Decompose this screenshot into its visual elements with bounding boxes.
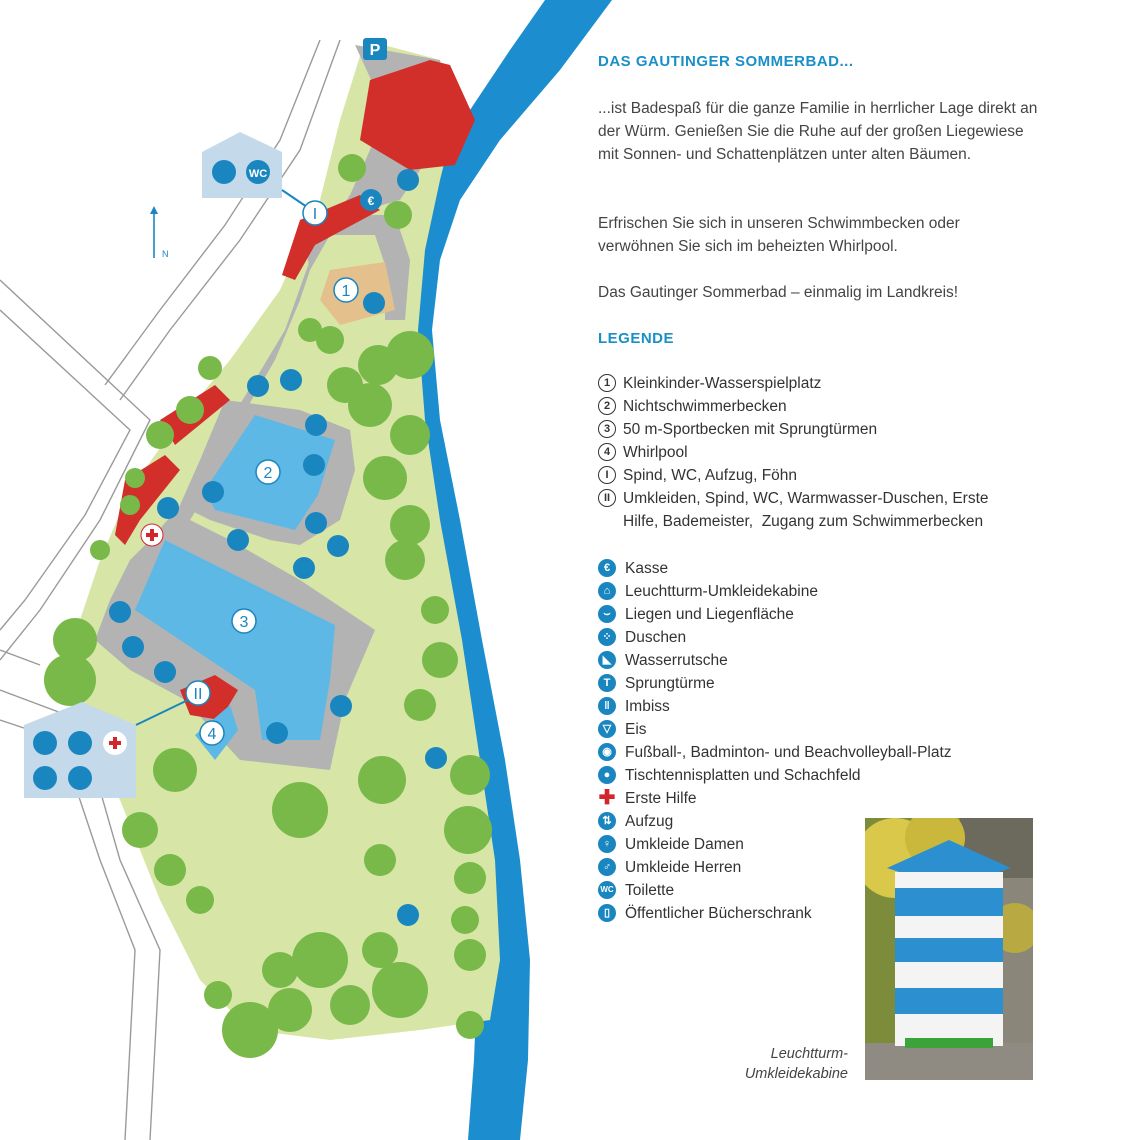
- photo-caption-line: Umkleidekabine: [744, 1066, 848, 1082]
- area-label-I: I: [312, 206, 318, 223]
- page-title: DAS GAUTINGER SOMMERBAD...: [598, 53, 854, 70]
- lighthouse-cabin-icon: [425, 747, 447, 769]
- slide-icon: [202, 481, 224, 503]
- shower-icon: [109, 601, 131, 623]
- intro-paragraph-3: Das Gautinger Sommerbad – einmalig im Landkreis!: [598, 284, 959, 301]
- legend-symbol-item: [596, 718, 952, 741]
- legend-symbol-item: [596, 741, 952, 764]
- legend-numbered-item: [596, 372, 1013, 395]
- shower-icon: [293, 557, 315, 579]
- lighthouse-cabin-photo: [865, 818, 1033, 1080]
- legend-number-badge: 3: [598, 420, 616, 438]
- photo-caption-line: Leuchtturm-: [770, 1046, 848, 1062]
- lounger-icon: [305, 414, 327, 436]
- changing-women-icon: ♀: [598, 835, 616, 853]
- lighthouse-cabin-icon: [280, 369, 302, 391]
- legend-symbol-item: [596, 787, 952, 810]
- legend-symbol-item: [596, 603, 952, 626]
- ball-icon: ◉: [598, 743, 616, 761]
- lounger-icon: [227, 529, 249, 551]
- table-tennis-icon: [122, 636, 144, 658]
- legend-symbol-item: [596, 764, 952, 787]
- legend-label: Sprungtürme: [625, 675, 715, 692]
- map-wc-label: WC: [248, 168, 268, 180]
- lounger-icon: [305, 512, 327, 534]
- legend-label: Whirlpool: [623, 444, 688, 461]
- legend-label: Umkleide Herren: [625, 859, 742, 876]
- intro-paragraph-2: Erfrischen Sie sich in unseren Schwimmbecken oder verwöhnen Sie sich im beheizten Whirlpool.: [598, 215, 960, 255]
- legend-label: Öffentlicher Bücherschrank: [625, 905, 812, 922]
- lighthouse-cabin-icon: ⌂: [598, 582, 616, 600]
- legend-label: Liegen und Liegenfläche: [625, 606, 794, 623]
- legend-symbol-item: [596, 580, 952, 603]
- snack-icon: [397, 169, 419, 191]
- legend-numbered-item: [596, 395, 1013, 418]
- area-label-3: 3: [239, 614, 249, 631]
- legend-number-badge: 4: [598, 443, 616, 461]
- legend-label: Umkleide Damen: [625, 836, 744, 853]
- area-label-1: 1: [341, 283, 351, 300]
- legend-label: Eis: [625, 721, 647, 738]
- legend-label: 50 m-Sportbecken mit Sprungtürmen: [623, 421, 878, 438]
- info-box-building-I: [202, 132, 307, 207]
- ball-icon: [397, 904, 419, 926]
- changing-men-icon: ♂: [598, 858, 616, 876]
- photo-caption: [700, 1044, 848, 1084]
- ice-cream-icon: [154, 661, 176, 683]
- wc-icon: WC: [598, 881, 616, 899]
- parking-label: P: [369, 42, 381, 59]
- area-label-4: 4: [207, 726, 217, 743]
- legend-label: Duschen: [625, 629, 687, 646]
- legend-title: LEGENDE: [598, 330, 675, 347]
- book-cabinet-icon: [157, 497, 179, 519]
- legend-number-badge: II: [598, 489, 616, 507]
- legend-number-badge: 2: [598, 397, 616, 415]
- diving-tower-icon: [266, 722, 288, 744]
- table-tennis-icon: ●: [598, 766, 616, 784]
- legend-symbol-item: [596, 695, 952, 718]
- legend-label: Wasserrutsche: [625, 652, 728, 669]
- elevator-icon: ⇅: [598, 812, 616, 830]
- numbered-legend: [596, 372, 1013, 533]
- ice-cream-icon: ▽: [598, 720, 616, 738]
- slide-icon: ◣: [598, 651, 616, 669]
- lighthouse-cabin-icon: [327, 535, 349, 557]
- legend-label: Nichtschwimmerbecken: [623, 398, 787, 415]
- legend-number-badge: 1: [598, 374, 616, 392]
- elevator-icon: [212, 160, 236, 184]
- slide-icon: [363, 292, 385, 314]
- intro-paragraph-1: ...ist Badespaß für die ganze Familie in herrlicher Lage direkt an der Würm. Genießen Sie die Ruhe auf der großen Liegewiese mit Sonnen- und Schattenplätzen unter alten Bäumen.: [598, 100, 1038, 163]
- legend-label: Erste Hilfe: [625, 790, 697, 807]
- euro-icon: €: [598, 559, 616, 577]
- legend-symbol-item: [596, 557, 952, 580]
- legend-number-badge: I: [598, 466, 616, 484]
- legend-label: Tischtennisplatten und Schachfeld: [625, 767, 861, 784]
- north-label: N: [162, 249, 169, 259]
- legend-label: Umkleiden, Spind, WC, Warmwasser-Duschen, Erste Hilfe, Bademeister, Zugang zum Schwimmerbecken: [623, 490, 993, 530]
- legend-label: Spind, WC, Aufzug, Föhn: [623, 467, 798, 484]
- first-aid-icon: ✚: [598, 787, 616, 809]
- changing-women-icon: [33, 766, 57, 790]
- changing-men-icon: [68, 766, 92, 790]
- legend-label: Kleinkinder-Wasserspielplatz: [623, 375, 822, 392]
- legend-label: Imbiss: [625, 698, 670, 715]
- legend-numbered-item: [596, 418, 1013, 441]
- legend-label: Kasse: [625, 560, 669, 577]
- legend-label: Aufzug: [625, 813, 674, 830]
- wc-icon: [68, 731, 92, 755]
- book-cabinet-icon: ▯: [598, 904, 616, 922]
- legend-numbered-item: [596, 441, 1013, 464]
- north-arrow: [150, 206, 169, 259]
- legend-label: Leuchtturm-Umkleidekabine: [625, 583, 818, 600]
- legend-symbol-item: [596, 626, 952, 649]
- legend-numbered-item: [596, 487, 1013, 533]
- legend-symbol-item: [596, 672, 952, 695]
- diving-tower-icon: T: [598, 674, 616, 692]
- legend-label: Toilette: [625, 882, 675, 899]
- slide-icon: [303, 454, 325, 476]
- area-label-2: 2: [263, 465, 273, 482]
- shower-icon: [247, 375, 269, 397]
- legend-label: Fußball-, Badminton- und Beachvolleyball-Platz: [625, 744, 952, 761]
- map-euro-label: €: [367, 194, 375, 208]
- snack-icon: ‖: [598, 697, 616, 715]
- shower-icon: [33, 731, 57, 755]
- legend-numbered-item: [596, 464, 1013, 487]
- shower-icon: [330, 695, 352, 717]
- lounger-icon: ⌣: [598, 605, 616, 623]
- shower-icon: ⁘: [598, 628, 616, 646]
- area-label-II: II: [193, 686, 203, 703]
- legend-symbol-item: [596, 649, 952, 672]
